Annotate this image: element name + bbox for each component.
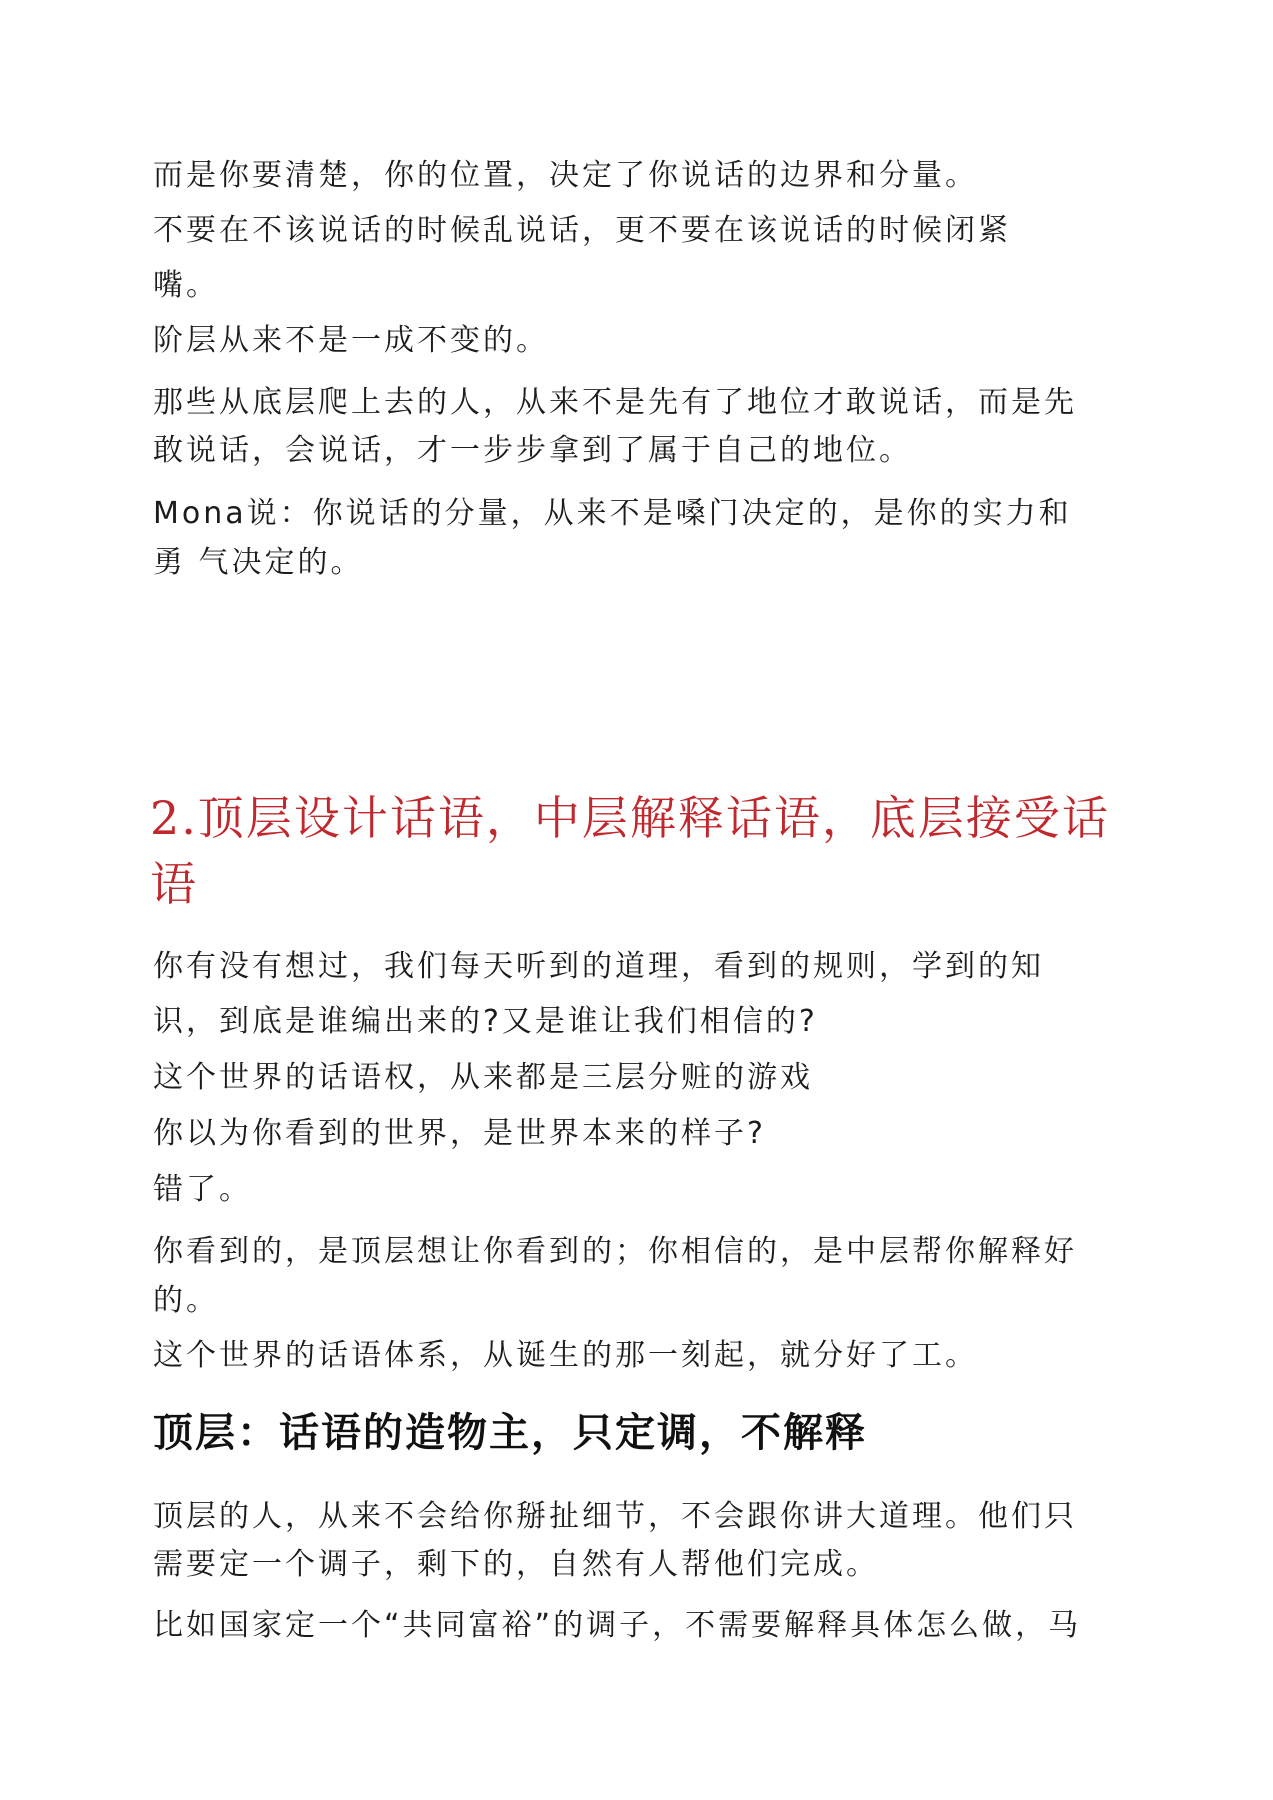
text-line: 这个世界的话语权，从来都是三层分赃的游戏 (153, 1060, 813, 1095)
text-line: 识，到底是谁编出来的?又是谁让我们相信的? (153, 1004, 818, 1039)
subheading: 顶层：话语的造物主，只定调，不解释 (153, 1410, 867, 1456)
text-line: 嘴。 (153, 268, 219, 303)
text-line: 那些从底层爬上去的人，从来不是先有了地位才敢说话，而是先 (153, 385, 1077, 420)
text-line: 你看到的，是顶层想让你看到的；你相信的，是中层帮你解释好 (153, 1234, 1077, 1269)
text-line: 比如国家定一个“共同富裕”的调子，不需要解释具体怎么做，马 (153, 1608, 1082, 1643)
text-line: 敢说话，会说话，才一步步拿到了属于自己的地位。 (153, 433, 912, 468)
text-line: 的。 (153, 1283, 219, 1318)
text-line: 勇 气决定的。 (153, 545, 364, 580)
text-line: 阶层从来不是一成不变的。 (153, 323, 549, 358)
text-line: 错了。 (153, 1172, 252, 1207)
text-line: 而是你要清楚，你的位置，决定了你说话的边界和分量。 (153, 158, 978, 193)
text-line: 需要定一个调子，剩下的，自然有人帮他们完成。 (153, 1547, 879, 1582)
text-line: 顶层的人，从来不会给你掰扯细节，不会跟你讲大道理。他们只 (153, 1499, 1077, 1534)
section-heading-continued: 语 (150, 857, 198, 911)
text-line: 你以为你看到的世界，是世界本来的样子? (153, 1116, 766, 1151)
text-line: Mona说：你说话的分量，从来不是嗓门决定的，是你的实力和 (153, 496, 1072, 531)
text-line: 这个世界的话语体系，从诞生的那一刻起，就分好了工。 (153, 1338, 978, 1373)
section-heading: 2.顶层设计话语，中层解释话语，底层接受话 (150, 791, 1110, 845)
text-line: 不要在不该说话的时候乱说话，更不要在该说话的时候闭紧 (153, 213, 1011, 248)
text-line: 你有没有想过，我们每天听到的道理，看到的规则，学到的知 (153, 949, 1044, 984)
